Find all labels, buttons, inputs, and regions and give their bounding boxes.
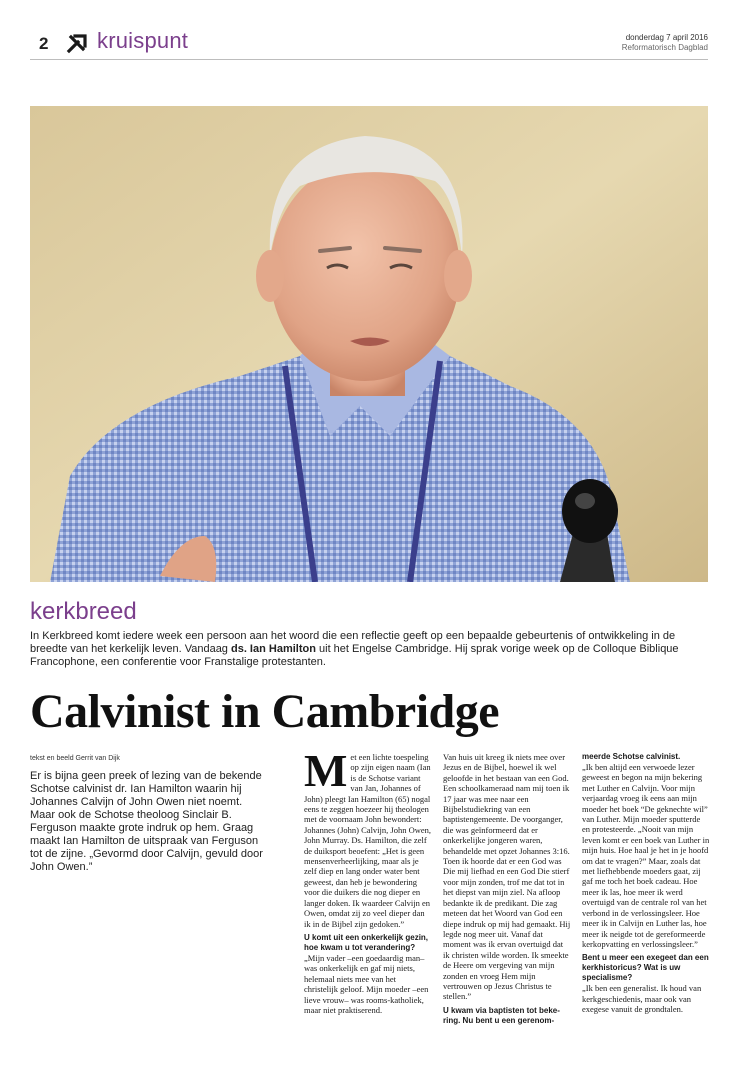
drop-cap: M: [304, 745, 348, 796]
interview-question: U komt uit een onkerkelijk gezin, hoe kwam u tot verandering?: [304, 932, 429, 952]
interview-question: Bent u meer een exegeet dan een kerkhistoricus? Wat is uw specialisme?: [582, 953, 709, 983]
column-title: kerkbreed: [30, 598, 137, 625]
interview-question: U kwam via baptisten tot bekering. Nu bent u een gerenom-: [443, 1005, 560, 1025]
newspaper-name: Reformatorisch Dagblad: [621, 43, 708, 52]
intro-text-start: In Kerkbreed komt iedere week een persoon aan het woord die een reflectie geeft op een bepaalde gebeurtenis of ontwikkeling in de breedte van het kerkelijk leven. Vandaag: [30, 630, 676, 655]
article-column-3: [582, 752, 710, 1015]
article-headline: Calvinist in Cambridge: [30, 685, 500, 738]
article-paragraph: „Ik ben altijd een verwoede lezer geweest en begon na mijn bekering met Luther en Calvijn. Voor mijn verjaardag vroeg ik eens aan mijn moeder het boek “De geknechte wil” van Luther. Mijn moeder sputterde en protesteerde. „Nooit van mijn leven komt er een boek van Luther in mijn huis. Hoe haal je het in je hoofd om dat te vragen?” Maar, zoals dat met liefhebbende moeders gaat, zij gaf me toch het boek cadeau. Hoe meer ik las, hoe meer ik werd overtuigd van de centrale rol van het verbond in de verlossingsleer. Hoe meer ik in Calvijn en Luther las, hoe meer ik neigde tot de gereformeerde kerkopvatting en verlossingsleer.”: [582, 762, 710, 949]
intro-text-end: uit het Engelse Cambridge. Hij sprak vorige week op de Colloque Biblique Francophone, een conferentie voor Franstalige protestanten.: [30, 643, 679, 668]
article-paragraph: „Mijn vader –een goedaardig man– was onkerkelijk en gaf mij niets, helemaal niets mee van het christelijk geloof. Mijn moeder –een lieve vrouw– was rooms-katholiek, maar niet praktiserend.: [304, 952, 429, 1015]
article-paragraph: Van huis uit kreeg ik niets mee over Jezus en de Bijbel, hoewel ik wel geloofde in het bestaan van een God. Een schoolkameraad nam mij toen ik 17 jaar was mee naar een Bijbelstudiekring van een baptistengemeente. De voorganger, die was geïnformeerd dat er onkerkelijke jongeren waren, behandelde met opzet Johannes 3:16. Toen ik hoorde dat er een God was Die mij liefhad en een God Die stierf voor mijn zonden, trof me dat tot in het diepst van mijn ziel. Na afloop bedankte ik de predikant. Die zag meteen dat het Woord van God een diepe indruk op mij had gemaakt. Hij legde nog meer uit. Vanaf dat moment was ik ervan overtuigd dat ik christen wilde worden. Ik smeekte de Heere om vergeving van mijn zonden en vroeg Hem mijn vertrouwen op Jezus Christus te stellen.”: [443, 752, 571, 1002]
article-lead: Er is bijna geen preek of lezing van de bekende Schotse calvinist dr. Ian Hamilton waarin hij Johannes Calvijn of John Owen niet noemt. Maar ook de Schotse theoloog Sinclair B. Ferguson maakte grote indruk op hem. Graag maakt Ian Hamilton de uitspraak van Ferguson tot de zijne. „Gevormd door Calvijn, gevuld door John Owen.”: [30, 770, 263, 873]
article-column-2: [443, 752, 571, 1026]
issue-info: [622, 33, 708, 53]
kruispunt-logo-icon: [66, 32, 88, 54]
portrait-photo: [30, 106, 708, 582]
article-column-1: [304, 745, 432, 1015]
section-title: kruispunt: [97, 28, 189, 53]
column-intro: [30, 630, 708, 669]
article-credit: tekst en beeld Gerrit van Dijk: [30, 755, 120, 762]
page-header: [30, 28, 708, 60]
page-number: 2: [39, 34, 49, 53]
interview-question-continued: meerde Schotse calvinist.: [582, 752, 681, 761]
article-paragraph: et een lichte toespeling op zijn eigen naam (Ian is de Schotse variant van Jan, Johannes of John) pleegt Ian Hamilton (65) nogal eens te zeggen hoezeer hij theologen met de voornaam John bewondert: Johannes (John) Calvijn, John Owen, John Murray. Ds. Hamilton, die zelf de duiksport beoefent: „Het is geen mensenverheerlijking, maar als je zelf diep en lang onder water bent geweest, dan heb je bewondering voor die duikers die nog dieper en langer doken. Ik waardeer Calvijn en Owen, omdat zij zo veel dieper dan ik in de Bijbel zijn gedoken.”: [304, 752, 432, 929]
article-paragraph: „Ik ben een generalist. Ik houd van kerkgeschiedenis, maar ook van exegese vanuit de grondtalen.: [582, 983, 702, 1015]
issue-date: donderdag 7 april 2016: [625, 33, 708, 42]
intro-person-name: ds. Ian Hamilton: [230, 643, 316, 655]
